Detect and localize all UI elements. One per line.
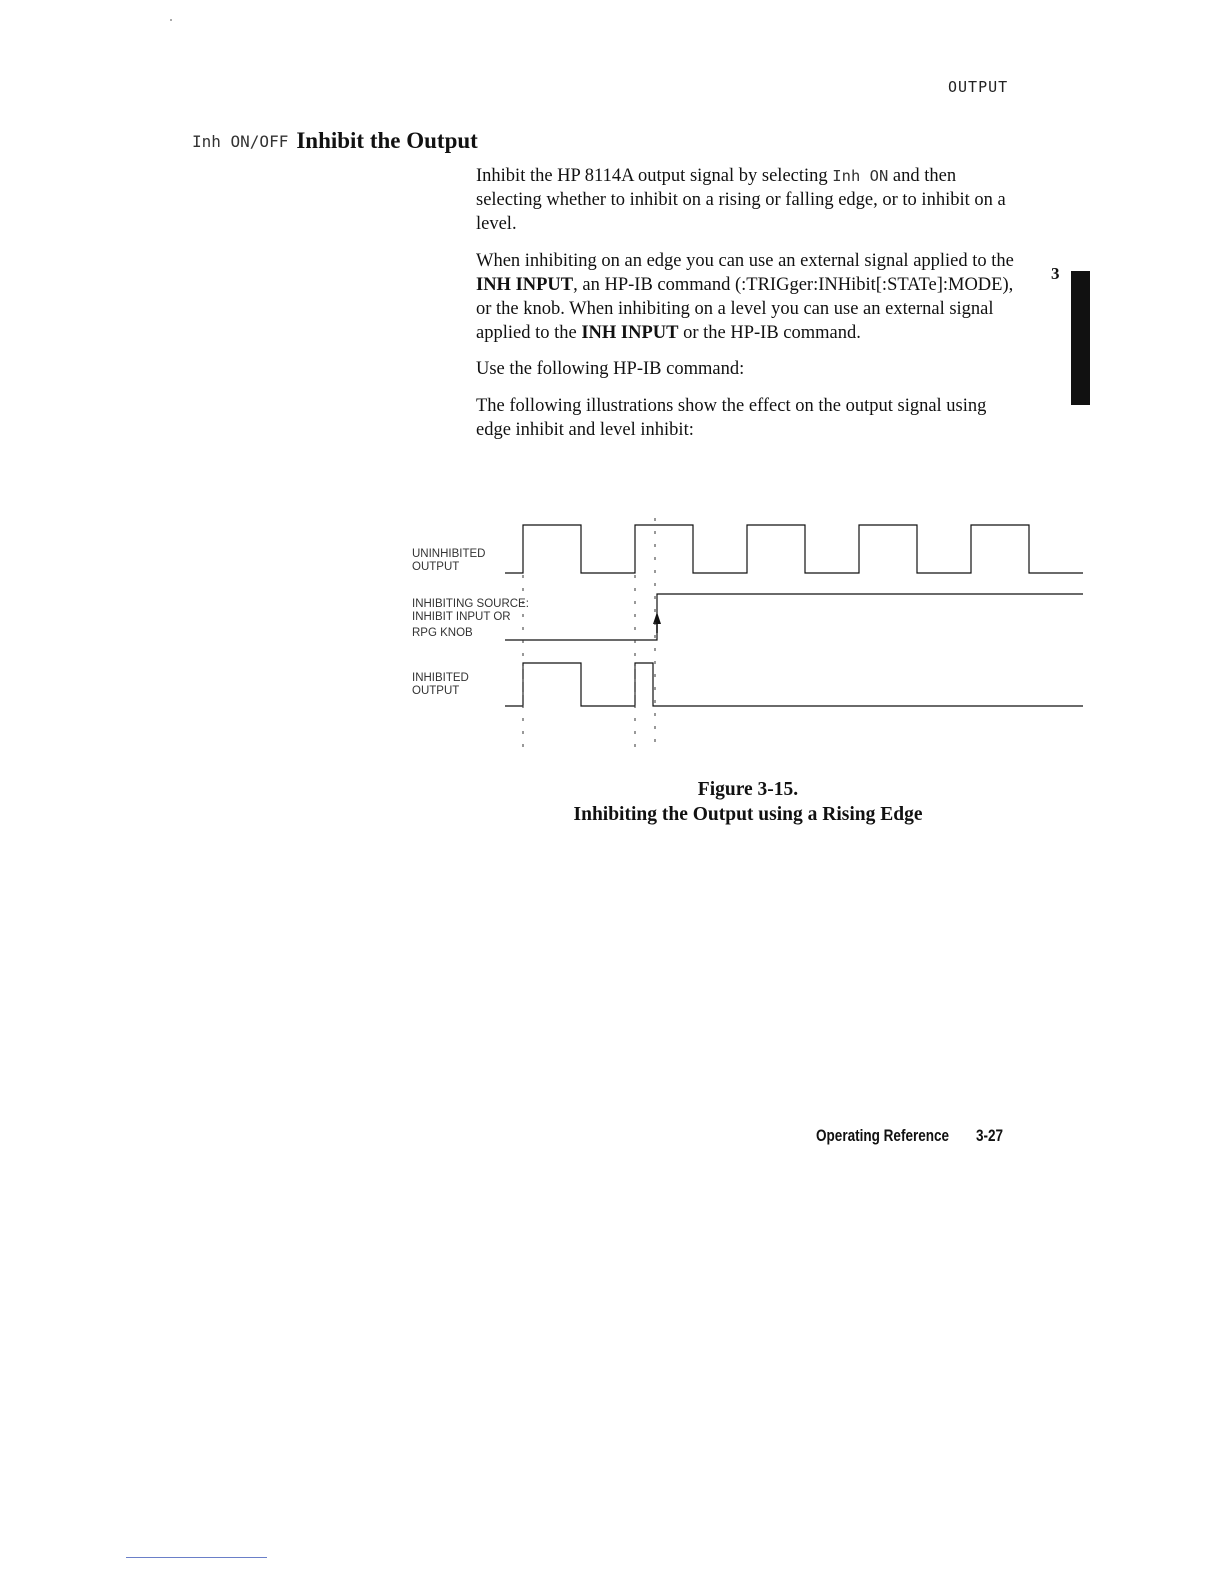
footer-page-number: 3-27 (976, 1127, 1004, 1145)
inline-key-inh-on: Inh ON (832, 167, 889, 185)
inh-input-term-1: INH INPUT (476, 274, 574, 295)
scan-speck (170, 19, 172, 21)
page-footer (816, 1127, 1009, 1146)
figure-number: Figure 3-15. (697, 779, 799, 800)
rising-edge-arrow-icon (653, 612, 661, 624)
label-inhibited-1: INHIBITED (412, 672, 469, 684)
paragraph-1-text-a: Inhibit the HP 8114A output signal by selecting (476, 166, 833, 186)
body-text (476, 164, 1021, 454)
chapter-tab-bar (1071, 271, 1090, 405)
heading-title: Inhibit the Output (296, 128, 478, 153)
paragraph-2-text-b: , an HP-IB command (:TRIGger:INHibit[:STATe]:MODE), or the knob. When inhibiting on a level you can use an external signal applied to the (476, 274, 1014, 344)
paragraph-3: Use the following HP-IB command: (476, 359, 745, 380)
label-source-3: RPG KNOB (412, 627, 473, 639)
paragraph-2-text-c: or the HP-IB command. (678, 323, 861, 344)
paragraph-4: The following illustrations show the effect on the output signal using edge inhibit and level inhibit: (476, 395, 987, 440)
chapter-number: 3 (1051, 264, 1060, 283)
paragraph-1-text-b: and then selecting whether to inhibit on a rising or falling edge, or to inhibit on a level. (476, 166, 1006, 235)
paragraph-2 (476, 249, 1021, 346)
bottom-rule (126, 1557, 267, 1558)
label-inhibited-2: OUTPUT (412, 685, 460, 697)
label-uninhibited-2: OUTPUT (412, 561, 460, 573)
figure-title: Inhibiting the Output using a Rising Edge (573, 803, 923, 825)
heading-key-label: Inh ON/OFF (192, 132, 289, 151)
inhibited-output-waveform (505, 663, 1083, 706)
inhibiting-source-waveform (505, 594, 1083, 640)
running-header: OUTPUT (948, 78, 1009, 96)
paragraph-1 (476, 164, 1021, 237)
label-source-1: INHIBITING SOURCE: (412, 598, 529, 610)
uninhibited-output-waveform (505, 525, 1083, 573)
section-heading (192, 128, 478, 154)
label-source-2: INHIBIT INPUT OR (412, 611, 511, 623)
paragraph-2-text-a: When inhibiting on an edge you can use an external signal applied to the (476, 250, 1014, 271)
footer-section-title: Operating Reference (816, 1127, 950, 1145)
figure-caption (470, 778, 1026, 827)
label-uninhibited-1: UNINHIBITED (412, 548, 486, 560)
timing-diagram (395, 500, 1095, 760)
inh-input-term-2: INH INPUT (581, 323, 679, 344)
